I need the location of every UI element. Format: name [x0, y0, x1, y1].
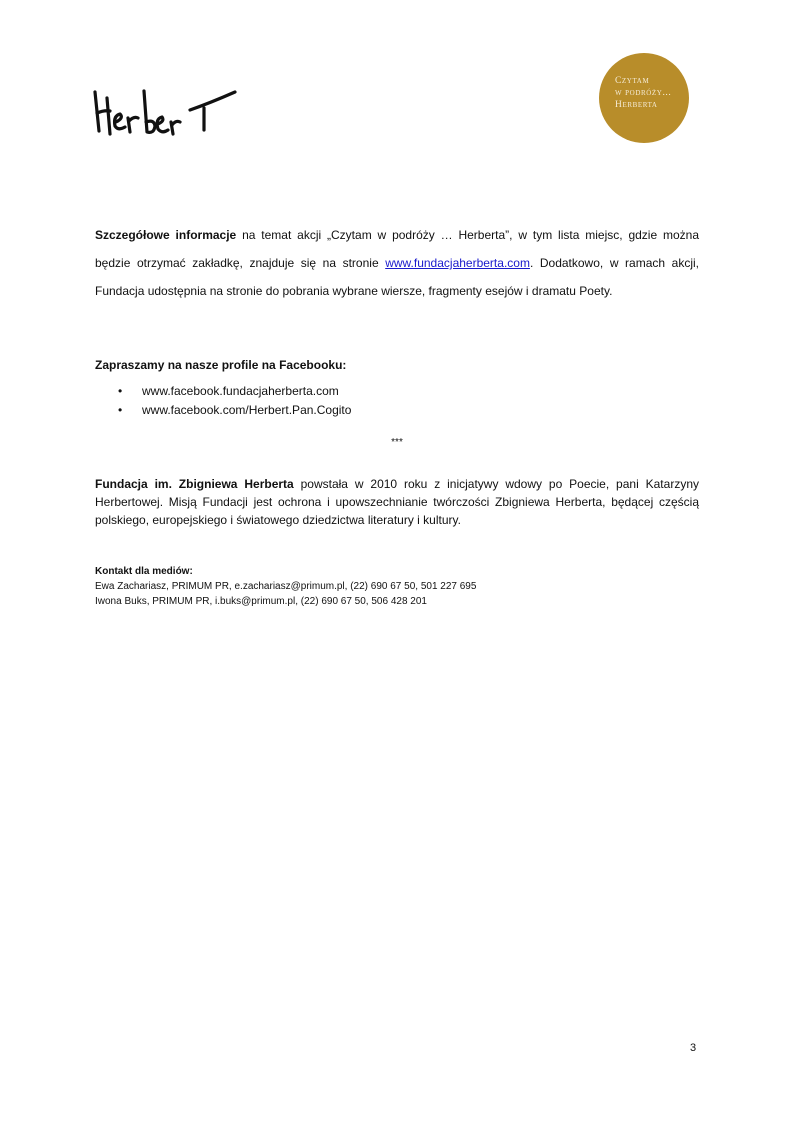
badge-line: w podróży... [615, 88, 672, 98]
contact-heading: Kontakt dla mediów: [95, 566, 193, 577]
herbert-signature-logo [92, 86, 237, 141]
contact-line: Iwona Buks, PRIMUM PR, i.buks@primum.pl, (22) 690 67 50, 506 428 201 [95, 596, 427, 607]
media-contact [95, 564, 476, 609]
campaign-badge-text [615, 75, 671, 111]
info-text-continued: . Dodatkowo, w ramach akcji, Fundacja udostępnia na stronie do pobrania wybrane wiersze, fragmenty esejów i dramatu Poety. [95, 256, 699, 298]
facebook-heading: Zapraszamy na nasze profile na Facebooku: [95, 358, 347, 372]
info-text: na temat akcji „Czytam w podróży … Herberta”, w tym lista miejsc, gdzie można będzie otrzymać zakładkę, znajduje się na stronie [95, 228, 699, 270]
facebook-list-item: • www.facebook.fundacjaherberta.com [95, 382, 351, 401]
section-separator: *** [391, 437, 403, 448]
badge-line: Czytam [615, 76, 650, 86]
page-number: 3 [690, 1042, 697, 1054]
facebook-list [95, 382, 351, 420]
contact-line: Ewa Zachariasz, PRIMUM PR, e.zachariasz@primum.pl, (22) 690 67 50, 501 227 695 [95, 581, 477, 592]
foundation-paragraph [95, 475, 699, 529]
foundation-lead: Fundacja im. Zbigniewa Herberta [95, 477, 294, 491]
foundation-text: powstała w 2010 roku z inicjatywy wdowy po Poecie, pani Katarzyny Herbertowej. Misją Fundacji jest ochrona i upowszechnianie twórczości Zbigniewa Herberta, będącej częścią polskiego, europejskiego i światowego dziedzictwa literatury i kultury. [95, 477, 699, 527]
facebook-list-item: • www.facebook.com/Herbert.Pan.Cogito [95, 401, 351, 420]
info-paragraph [95, 221, 699, 305]
info-lead: Szczegółowe informacje [95, 228, 237, 242]
foundation-website-link[interactable]: www.fundacjaherberta.com [385, 256, 530, 270]
badge-line: Herberta [615, 100, 658, 110]
